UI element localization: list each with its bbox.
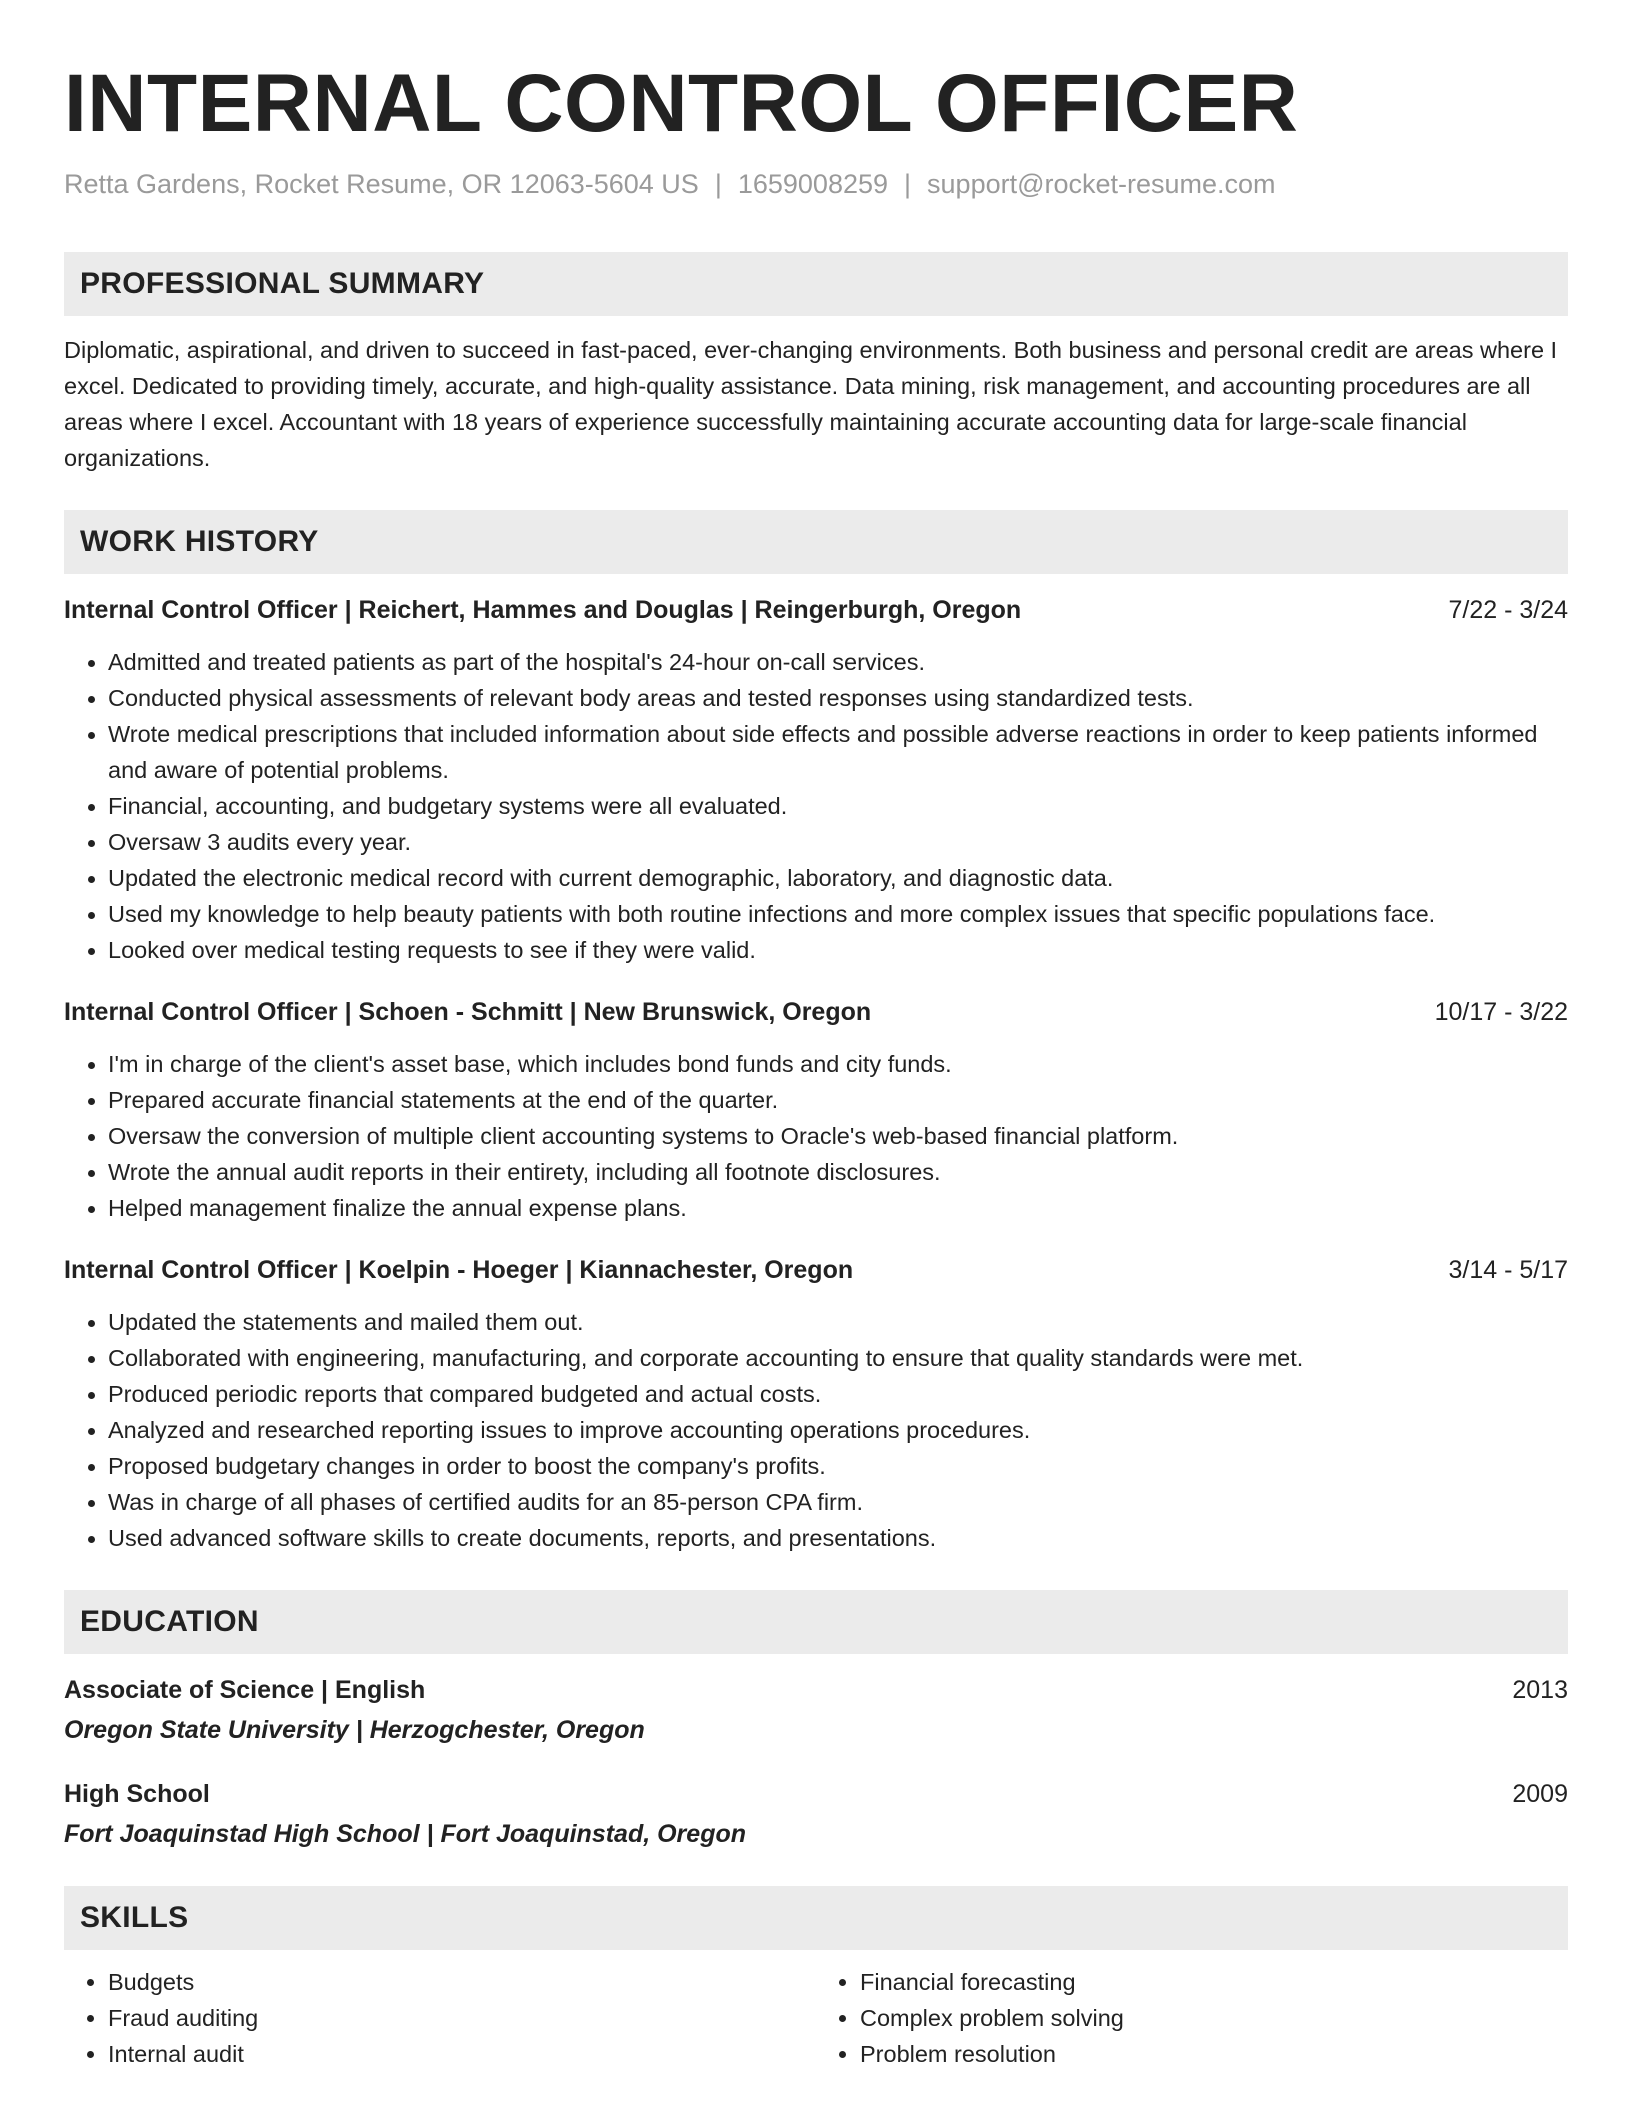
list-item: • Wrote medical prescriptions that included information about side effects and possible adverse reactions in order to keep patients informed and aware of potential problems. (108, 716, 1568, 788)
skill-item: • Budgets (108, 1964, 816, 2000)
job-title: Internal Control Officer | Reichert, Hammes and Douglas | Reingerburgh, Oregon (64, 596, 1022, 624)
contact-address: Retta Gardens, Rocket Resume, OR 12063-5604 US (64, 169, 699, 199)
section-header-work-history: WORK HISTORY (64, 510, 1568, 574)
section-header-summary: PROFESSIONAL SUMMARY (64, 252, 1568, 316)
job-header (64, 592, 1568, 628)
list-item: • Prepared accurate financial statements at the end of the quarter. (108, 1082, 1568, 1118)
resume-title: INTERNAL CONTROL OFFICER (64, 58, 1299, 149)
education-entry (64, 1776, 1568, 1852)
list-item: • Proposed budgetary changes in order to boost the company's profits. (108, 1448, 1568, 1484)
summary-text: Diplomatic, aspirational, and driven to succeed in fast-paced, ever-changing environments. Both business and personal credit are areas where I excel. Dedicated to providing timely, accurate, and high-quality assistance. Data mining, risk management, and accounting procedures are all areas where I excel. Accountant with 18 years of experience successfully maintaining accurate accounting data for large-scale financial organizations. (64, 337, 1558, 471)
list-item: • Helped management finalize the annual expense plans. (108, 1190, 1568, 1226)
job-title: Internal Control Officer | Koelpin - Hoeger | Kiannachester, Oregon (64, 1256, 854, 1284)
skill-item: • Fraud auditing (108, 2000, 816, 2036)
skill-item: • Problem resolution (860, 2036, 1568, 2072)
job-bullets (64, 644, 1568, 968)
education-degree: High School (64, 1780, 210, 1808)
job-bullets (64, 1304, 1568, 1556)
list-item: • Used advanced software skills to create documents, reports, and presentations. (108, 1520, 1568, 1556)
education-entry (64, 1672, 1568, 1748)
contact-separator: | (904, 169, 912, 199)
education-header (64, 1672, 1568, 1708)
list-item: • Was in charge of all phases of certified audits for an 85-person CPA firm. (108, 1484, 1568, 1520)
list-item: • Updated the electronic medical record with current demographic, laboratory, and diagnostic data. (108, 860, 1568, 896)
job-dates: 3/14 - 5/17 (1448, 1256, 1568, 1284)
education-school: Oregon State University | Herzogchester, Oregon (64, 1716, 645, 1744)
list-item: • I'm in charge of the client's asset base, which includes bond funds and city funds. (108, 1046, 1568, 1082)
job-title: Internal Control Officer | Schoen - Schmitt | New Brunswick, Oregon (64, 998, 872, 1026)
list-item: • Wrote the annual audit reports in their entirety, including all footnote disclosures. (108, 1154, 1568, 1190)
contact-phone: 1659008259 (737, 169, 889, 199)
list-item: • Used my knowledge to help beauty patients with both routine infections and more complex issues that specific populations face. (108, 896, 1568, 932)
education-school: Fort Joaquinstad High School | Fort Joaquinstad, Oregon (64, 1820, 747, 1848)
education-degree: Associate of Science | English (64, 1676, 426, 1704)
skills-columns (64, 1964, 1568, 2072)
contact-separator: | (714, 169, 722, 199)
list-item: • Looked over medical testing requests to see if they were valid. (108, 932, 1568, 968)
list-item: • Collaborated with engineering, manufacturing, and corporate accounting to ensure that quality standards were met. (108, 1340, 1568, 1376)
job-bullets (64, 1046, 1568, 1226)
list-item: • Analyzed and researched reporting issues to improve accounting operations procedures. (108, 1412, 1568, 1448)
list-item: • Produced periodic reports that compared budgeted and actual costs. (108, 1376, 1568, 1412)
contact-line (64, 166, 1568, 202)
job-entry (64, 994, 1568, 1226)
education-header (64, 1776, 1568, 1812)
education-year: 2009 (1512, 1780, 1568, 1808)
list-item: • Updated the statements and mailed them out. (108, 1304, 1568, 1340)
job-dates: 10/17 - 3/22 (1434, 998, 1568, 1026)
skill-item: • Complex problem solving (860, 2000, 1568, 2036)
section-header-education: EDUCATION (64, 1590, 1568, 1654)
section-header-skills: SKILLS (64, 1886, 1568, 1950)
list-item: • Oversaw 3 audits every year. (108, 824, 1568, 860)
list-item: • Conducted physical assessments of relevant body areas and tested responses using standardized tests. (108, 680, 1568, 716)
contact-email[interactable]: support@rocket-resume.com (927, 169, 1276, 199)
list-item: • Oversaw the conversion of multiple client accounting systems to Oracle's web-based financial platform. (108, 1118, 1568, 1154)
list-item: • Admitted and treated patients as part of the hospital's 24-hour on-call services. (108, 644, 1568, 680)
skill-item: • Financial forecasting (860, 1964, 1568, 2000)
job-header (64, 994, 1568, 1030)
job-entry (64, 1252, 1568, 1556)
skills-list-right (816, 1964, 1568, 2072)
job-dates: 7/22 - 3/24 (1448, 596, 1568, 624)
job-header (64, 1252, 1568, 1288)
skill-item: • Internal audit (108, 2036, 816, 2072)
list-item: • Financial, accounting, and budgetary systems were all evaluated. (108, 788, 1568, 824)
job-entry (64, 592, 1568, 968)
education-year: 2013 (1512, 1676, 1568, 1704)
skills-list-left (64, 1964, 816, 2072)
